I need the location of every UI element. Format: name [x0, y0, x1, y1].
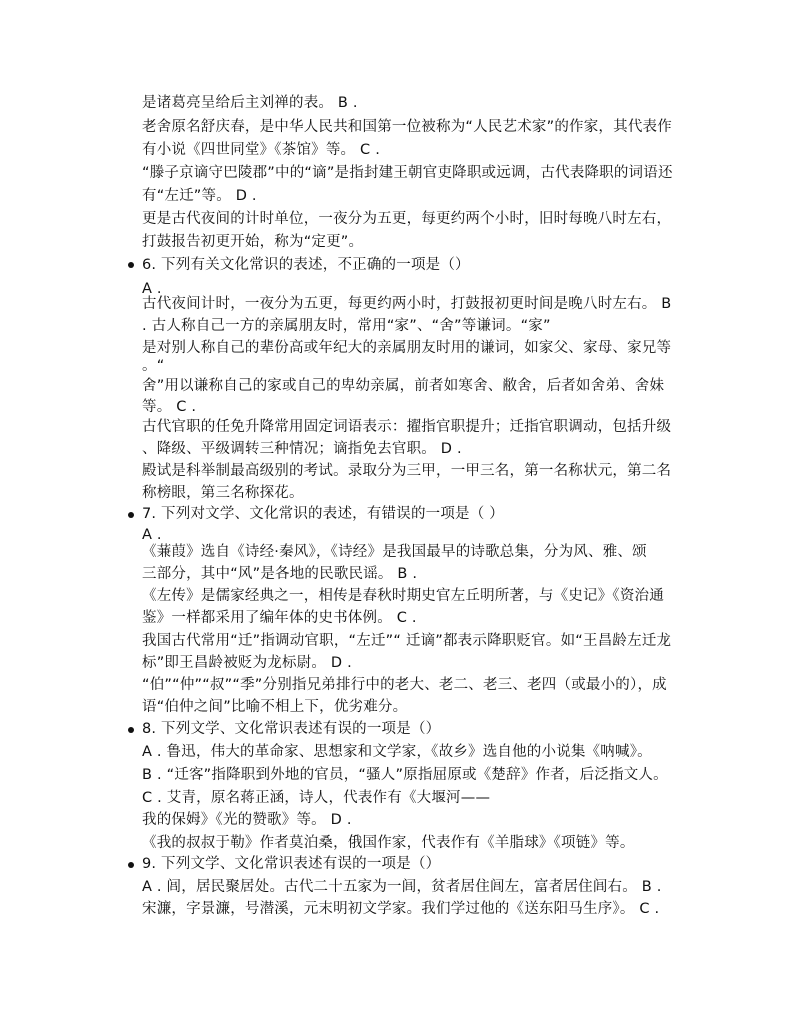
- text-line: 古代夜间计时，一夜分为五更，每更约两小时，打鼓报初更时间是晚八时左右。 B: [142, 296, 672, 312]
- text-line: 古代官职的任免升降常用固定词语表示：擢指官职提升；迁指官职调动，包括升级: [142, 419, 672, 435]
- text-line: “伯”“仲”“叔”“季”分别指兄弟排行中的老大、老二、老三、老四（或最小的），成: [142, 677, 667, 693]
- text-line: . 古人称自己一方的亲属朋友时，常用“家”、“舍”等谦词。“家”: [142, 318, 551, 334]
- text-line: 。“: [142, 358, 165, 374]
- text-line: A . 鲁迅，伟大的革命家、思想家和文学家，《故乡》选自他的小说集《呐喊》。: [142, 744, 652, 760]
- text-line: “滕子京谪守巴陵郡”中的“谪”是指封建王朝官吏降职或远调，古代表降职的词语还: [142, 165, 673, 181]
- question-7-title: 7. 下列对文学、文化常识的表述，有错误的一项是（ ）: [142, 506, 504, 522]
- text-line: 等。 C .: [142, 399, 197, 415]
- text-line: 称榜眼，第三名称探花。: [142, 485, 304, 501]
- bullet-icon: [128, 262, 134, 268]
- text-line: 《我的叔叔于勒》作者莫泊桑，俄国作家，代表作有《羊脂球》《项链》等。: [142, 835, 635, 851]
- question-6-title: 6. 下列有关文化常识的表述，不正确的一项是（）: [142, 257, 470, 273]
- text-line: 标”即王昌龄被贬为龙标尉。 D .: [142, 655, 352, 671]
- text-line: 鉴》一样都采用了编年体的史书体例。 C .: [142, 610, 417, 626]
- text-line: 宋濂，字景濂，号潜溪，元末明初文学家。我们学过他的《送东阳马生序》。 C .: [142, 901, 660, 917]
- text-line: 有“左迁”等。 D .: [142, 188, 257, 204]
- text-line: 有小说《四世同堂》《茶馆》等。 C .: [142, 142, 381, 158]
- question-9-title: 9. 下列文学、文化常识表述有误的一项是（）: [142, 856, 441, 872]
- text-line: 殿试是科举制最高级别的考试。录取分为三甲，一甲三名，第一名称状元，第二名: [142, 463, 672, 479]
- text-line: 老舍原名舒庆春，是中华人民共和国第一位被称为“人民艺术家”的作家，其代表作: [142, 119, 672, 135]
- text-line: 我国古代常用“迁”指调动官职，“左迁”“ 迁谪”都表示降职贬官。如“王昌龄左迁龙: [142, 633, 672, 649]
- text-line: 语“伯仲之间”比喻不相上下，优劣难分。: [142, 699, 408, 715]
- text-line: 我的保姆》《光的赞歌》等。 D .: [142, 812, 352, 828]
- text-line: 三部分，其中“风”是各地的民歌民谣。 B .: [142, 566, 418, 582]
- text-line: 是对别人称自己的辈份高或年纪大的亲属朋友时用的谦词，如家父、家母、家兄等: [142, 340, 672, 356]
- text-line: A . 闾，居民聚居处。古代二十五家为一闾，贫者居住闾左，富者居住闾右。 B .: [142, 879, 662, 895]
- text-line: A .: [142, 527, 162, 543]
- text-line: 、降级、平级调转三种情况；谪指免去官职。 D .: [142, 441, 462, 457]
- text-line: A .: [142, 281, 162, 297]
- text-line: 舍”用以谦称自己的家或自己的卑幼亲属，前者如寒舍、敝舍，后者如舍弟、舍妹: [142, 378, 665, 394]
- text-line: 《蒹葭》选自《诗经·秦风》，《诗经》是我国最早的诗歌总集，分为风、雅、颂: [142, 544, 647, 560]
- bullet-icon: [128, 727, 134, 733]
- text-line: C . 艾青，原名蒋正涵，诗人，代表作有《大堰河——: [142, 790, 491, 806]
- text-line: B . “迁客”指降职到外地的官员，“骚人”原指屈原或《楚辞》作者，后泛指文人。: [142, 767, 668, 783]
- bullet-icon: [128, 512, 134, 518]
- text-line: 更是古代夜间的计时单位，一夜分为五更，每更约两个小时，旧时每晚八时左右，: [142, 211, 672, 227]
- question-8-title: 8. 下列文学、文化常识表述有误的一项是（）: [142, 721, 441, 737]
- text-line: 是诸葛亮呈给后主刘禅的表。 B .: [142, 95, 358, 111]
- bullet-icon: [128, 862, 134, 868]
- text-line: 打鼓报告初更开始，称为“定更”。: [142, 234, 364, 250]
- text-line: 《左传》是儒家经典之一，相传是春秋时期史官左丘明所著，与《史记》《资治通: [142, 588, 664, 604]
